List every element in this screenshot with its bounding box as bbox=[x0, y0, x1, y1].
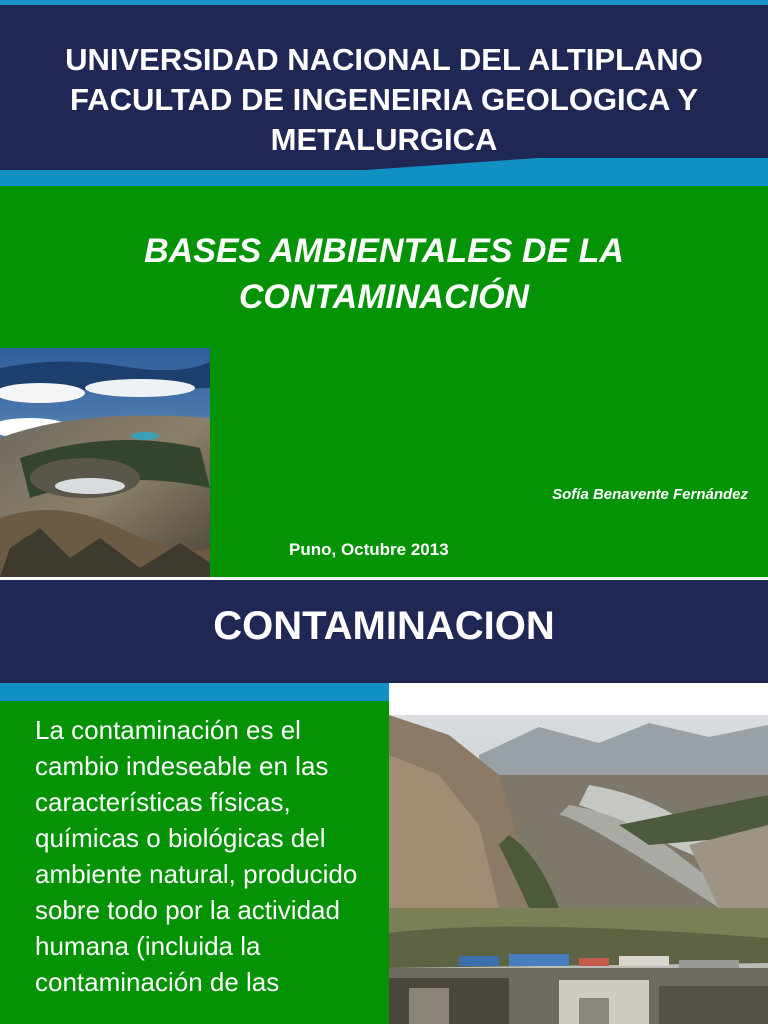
title-line-2: FACULTAD DE INGENEIRIA GEOLOGICA Y bbox=[69, 82, 699, 117]
presentation-subtitle bbox=[40, 228, 728, 320]
river-valley-photo bbox=[389, 715, 768, 908]
contamination-slide bbox=[0, 580, 768, 1024]
slide-title: CONTAMINACION bbox=[213, 604, 555, 648]
town-photo bbox=[389, 908, 768, 1024]
photo-panel bbox=[389, 683, 768, 1024]
university-title bbox=[10, 40, 758, 160]
subtitle-line-2: CONTAMINACIÓN bbox=[238, 278, 530, 316]
author-name: Sofía Benavente Fernández bbox=[552, 486, 748, 503]
header-blue-band-short bbox=[0, 683, 390, 701]
subtitle-line-1: BASES AMBIENTALES DE LA bbox=[144, 232, 624, 270]
header-top-stripe bbox=[0, 0, 768, 5]
header-blue-band bbox=[0, 170, 768, 186]
volcano-crater-photo bbox=[0, 348, 210, 577]
definition-text: La contaminación es el cambio indeseable en las características físicas, químicas o biológicas del ambiente natural, producido sobre todo por la actividad humana (incluida la contaminación de las bbox=[35, 715, 358, 997]
presentation-date: Puno, Octubre 2013 bbox=[289, 540, 449, 559]
title-line-1: UNIVERSIDAD NACIONAL DEL ALTIPLANO bbox=[65, 42, 703, 77]
title-line-3: METALURGICA bbox=[270, 122, 498, 157]
